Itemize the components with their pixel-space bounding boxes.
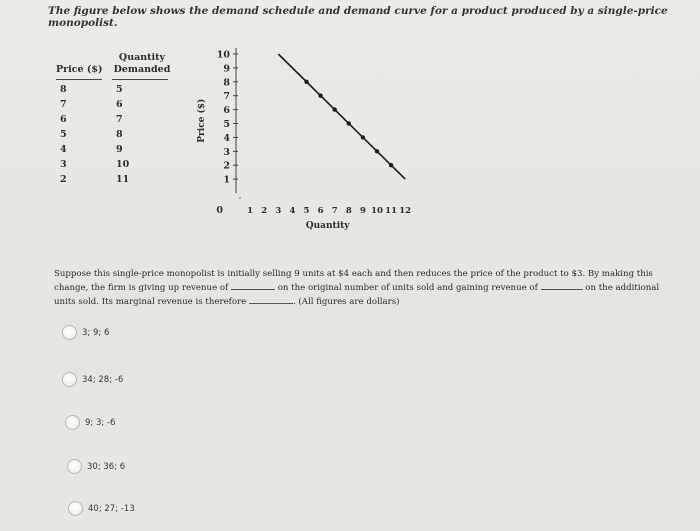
blank-3 [249, 294, 293, 304]
question-part3: on the additional units sold. Its marginal revenue is therefore [54, 283, 660, 308]
answer-option-label: 34; 28; -6 [82, 374, 124, 385]
y-tick-label: 6 [223, 105, 230, 117]
demand-point [389, 163, 393, 167]
quantity-header-line2: Demanded [113, 64, 171, 75]
demand-curve-line [278, 54, 405, 179]
demand-point [361, 135, 365, 139]
x-tick-label: 10 [371, 206, 383, 216]
quantity-cell: 10 [116, 159, 130, 170]
answer-option-3[interactable] [65, 415, 115, 430]
y-tick-label: 10 [216, 49, 230, 61]
table-row [54, 129, 174, 142]
radio-button[interactable] [67, 459, 82, 474]
y-tick-label: 8 [223, 77, 230, 89]
y-tick-label: 9 [223, 63, 230, 75]
demand-point [375, 149, 379, 153]
price-cell: 4 [60, 144, 67, 155]
demand-point [318, 94, 322, 98]
x-tick-label: 6 [317, 206, 324, 216]
answer-option-label: 3; 9; 6 [82, 327, 110, 338]
quantity-cell: 11 [116, 174, 130, 185]
blank-1 [231, 280, 275, 290]
answer-option-label: 9; 3; -6 [85, 417, 116, 428]
price-header-rule [56, 79, 102, 80]
question-part2: on the original number of units sold and gaining revenue of [277, 283, 538, 294]
radio-button[interactable] [65, 415, 80, 430]
answer-option-5[interactable] [68, 501, 135, 516]
y-tick-label: 3 [223, 146, 230, 158]
x-tick-label: 12 [399, 206, 412, 216]
table-row [54, 114, 174, 127]
demand-point [333, 107, 337, 111]
answer-option-4[interactable] [67, 459, 125, 474]
quantity-cell: 8 [116, 129, 123, 140]
price-cell: 3 [60, 159, 67, 170]
x-tick-label: 8 [345, 206, 352, 216]
quantity-header-line1: Quantity [118, 52, 166, 63]
radio-button[interactable] [68, 501, 83, 516]
demand-point [304, 80, 308, 84]
question-part1: Suppose this single-price monopolist is initially selling 9 units at $4 each and then reduces the price of the product to $3. By making this change, the firm is giving up revenue of [54, 269, 653, 294]
table-row [54, 159, 174, 172]
x-axis-label: Quantity [305, 221, 350, 231]
price-cell: 8 [60, 84, 67, 95]
problem-header: The figure below shows the demand schedule and demand curve for a product produced by a single-price monopolist. [48, 5, 668, 29]
table-row [54, 174, 174, 187]
x-tick-label: 1 [247, 206, 254, 216]
quantity-column-header [112, 52, 172, 76]
x-tick-label: 5 [303, 206, 310, 216]
demand-point [347, 121, 351, 125]
question-text [54, 268, 664, 309]
quantity-cell: 9 [116, 144, 123, 155]
answer-option-label: 30; 36; 6 [87, 461, 126, 472]
table-row [54, 84, 174, 97]
price-cell: 6 [60, 114, 67, 125]
quantity-cell: 5 [116, 84, 123, 95]
price-column-header: Price ($) [56, 64, 103, 75]
quantity-cell: 6 [116, 99, 123, 110]
y-tick-label: 4 [223, 132, 230, 144]
x-tick-label: 2 [261, 206, 268, 216]
y-axis-label: Price ($) [197, 98, 207, 143]
x-tick-label: 11 [385, 206, 398, 216]
answer-option-label: 40; 27; -13 [88, 503, 135, 514]
price-cell: 5 [60, 129, 67, 140]
table-row [54, 99, 174, 112]
x-tick-label: 4 [289, 206, 296, 216]
demand-curve-chart [180, 40, 440, 240]
answer-option-2[interactable] [62, 372, 123, 387]
origin-label: 0 [216, 205, 223, 216]
question-part4: . (All figures are dollars) [292, 297, 400, 308]
y-tick-label: 1 [223, 174, 230, 186]
price-cell: 2 [60, 174, 67, 185]
x-tick-label: 7 [331, 206, 338, 216]
y-tick-label: 2 [223, 160, 230, 172]
x-tick-label: 9 [359, 206, 366, 216]
y-tick-label: 7 [223, 91, 230, 103]
y-tick-label: 5 [223, 119, 230, 130]
answer-option-1[interactable] [62, 325, 109, 340]
quantity-cell: 7 [116, 114, 123, 125]
table-row [54, 144, 174, 157]
x-tick-label: 3 [275, 206, 282, 216]
quantity-header-rule [112, 79, 168, 80]
blank-2 [541, 280, 583, 290]
radio-button[interactable] [62, 372, 77, 387]
radio-button[interactable] [62, 325, 77, 340]
price-cell: 7 [60, 99, 67, 110]
